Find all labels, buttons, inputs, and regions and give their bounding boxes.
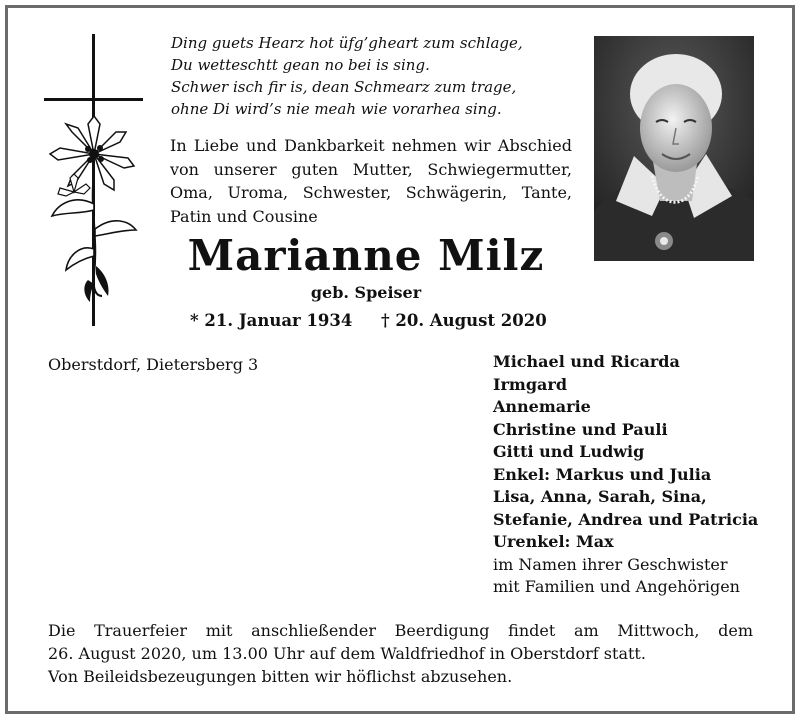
farewell-line: Patin und Cousine [170, 206, 318, 226]
family-member: Irmgard [493, 374, 568, 394]
funeral-info-line: Von Beileidsbezeugungen bitten wir höflichst abzusehen. [48, 667, 513, 686]
birth-date: * 21. Januar 1934 [190, 311, 353, 330]
poem-line: Du wetteschtt gean no bei is sing. [171, 56, 430, 74]
funeral-info-line: 26. August 2020, um 13.00 Uhr auf dem Waldfriedhof in Oberstdorf statt. [48, 644, 646, 663]
funeral-info-line: Die Trauerfeier mit anschließender Beerdigung findet am Mittwoch, dem [48, 621, 753, 640]
death-date: † 20. August 2020 [381, 311, 547, 330]
poem-line: Ding guets Hearz hot üfg’gheart zum schlage, [171, 34, 523, 52]
family-member: Lisa, Anna, Sarah, Sina, [493, 487, 707, 506]
family-member: Urenkel: Max [493, 532, 614, 551]
poem [171, 32, 523, 120]
deceased-name: Marianne Milz [187, 231, 545, 280]
farewell-line: von unserer guten Mutter, Schwiegermutter, [170, 159, 572, 179]
birth-name: geb. Speiser [310, 283, 422, 302]
family-member: Enkel: Markus und Julia [493, 464, 712, 484]
farewell-line: Oma, Uroma, Schwester, Schwägerin, Tante, [170, 183, 572, 202]
family-member: Gitti und Ludwig [493, 442, 645, 461]
portrait-photo [594, 36, 754, 261]
family-member: Annemarie [493, 397, 591, 416]
farewell-line: In Liebe und Dankbarkeit nehmen wir Abschied [170, 136, 572, 155]
family-member: Stefanie, Andrea und Patricia [493, 509, 759, 529]
poem-line: ohne Di wird’s nie meah wie vorarhea sing. [171, 100, 502, 118]
address: Oberstdorf, Dietersberg 3 [48, 355, 259, 374]
family-list [493, 351, 758, 599]
family-member: Christine und Pauli [493, 419, 668, 439]
family-member: Michael und Ricarda [493, 352, 680, 371]
family-note: im Namen ihrer Geschwister [493, 554, 728, 574]
funeral-info [48, 619, 753, 688]
family-note: mit Familien und Angehörigen [493, 577, 740, 596]
cross-with-edelweiss-icon [44, 34, 144, 329]
portrait-image [594, 36, 754, 261]
farewell-text [170, 134, 572, 228]
poem-line: Schwer isch fir is, dean Schmearz zum trage, [171, 78, 517, 96]
